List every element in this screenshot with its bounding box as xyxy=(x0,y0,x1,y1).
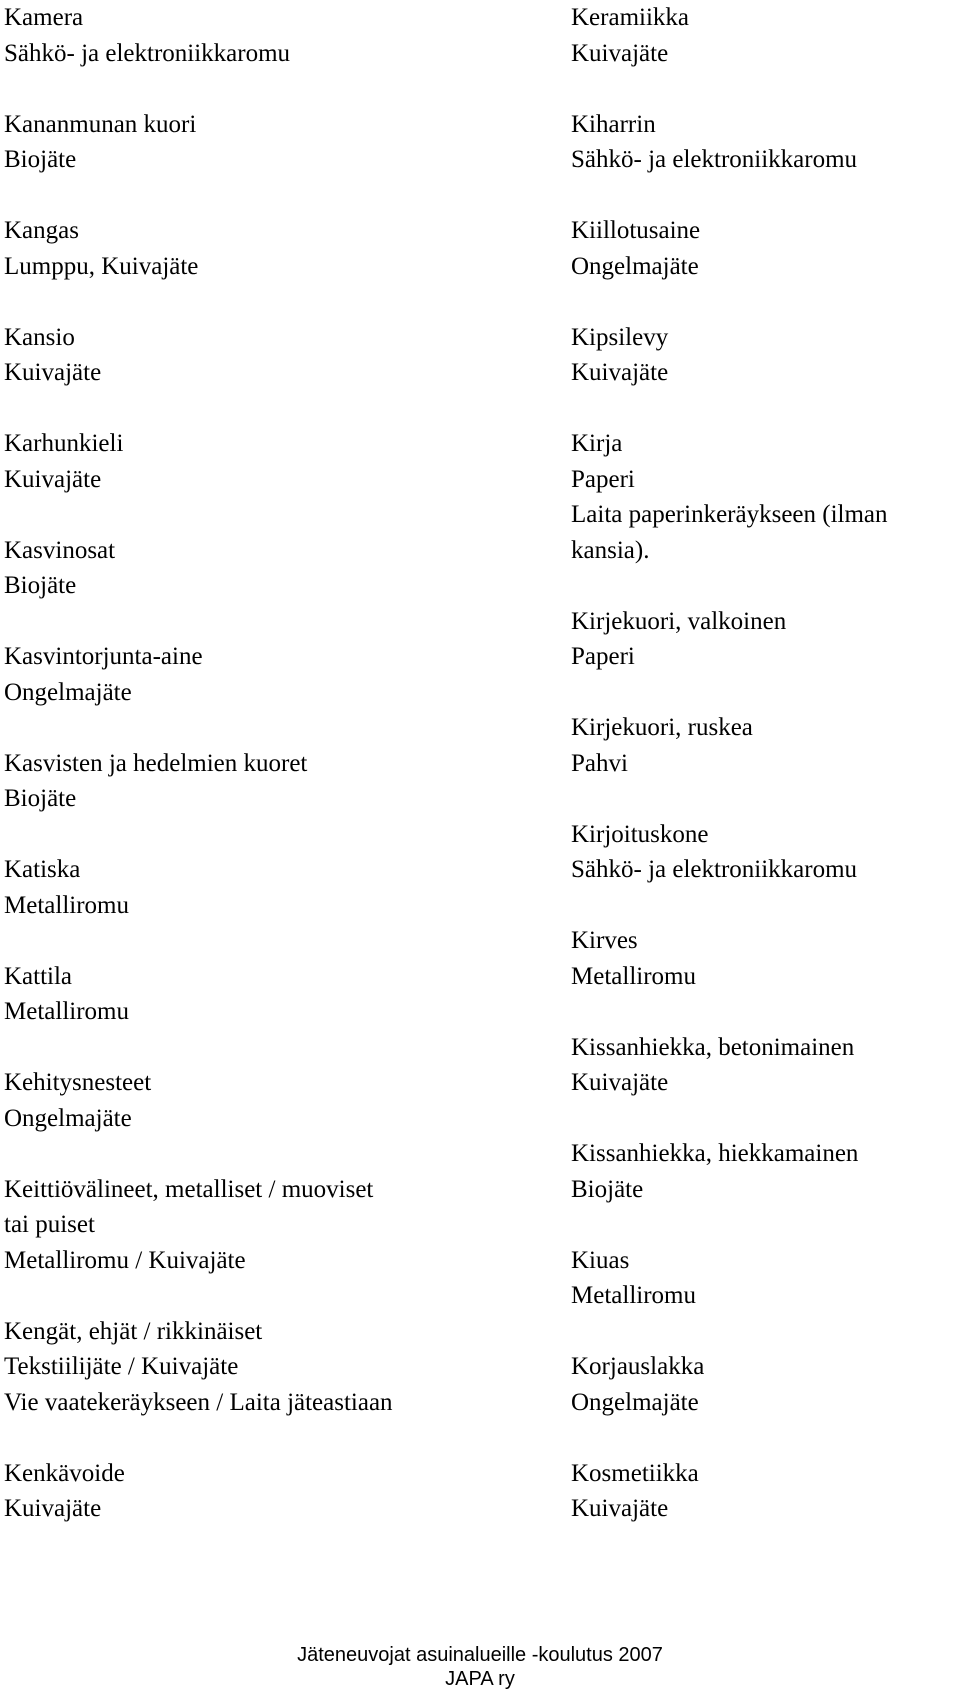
entry-category: Kuivajäte xyxy=(571,359,669,386)
waste-entry xyxy=(571,0,960,71)
page-footer xyxy=(0,1643,960,1691)
entry-item-name: Kirjekuori, ruskea xyxy=(571,714,753,741)
entry-category: Ongelmajäte xyxy=(4,678,132,706)
entry-category: Sähkö- ja elektroniikkaromu xyxy=(4,39,291,67)
entry-category: Sähkö- ja elektroniikkaromu xyxy=(571,856,858,883)
waste-entry xyxy=(4,533,504,604)
entry-item-name: Kirves xyxy=(571,927,638,954)
entry-item-name: Kipsilevy xyxy=(571,323,669,351)
entry-category: Kuivajäte xyxy=(4,465,102,493)
waste-entry xyxy=(571,1349,960,1420)
entry-item-name: Kansio xyxy=(4,323,75,351)
waste-entry xyxy=(571,604,960,675)
entry-item-name: Kissanhiekka, hiekkamainen xyxy=(571,1140,859,1167)
waste-entry xyxy=(571,320,960,391)
entry-item-name: Kiharrin xyxy=(571,110,656,138)
entry-category: Biojäte xyxy=(4,146,77,173)
entry-item-name: Kamera xyxy=(4,4,84,31)
entry-category: Sähkö- ja elektroniikkaromu xyxy=(571,146,858,173)
entry-category: Ongelmajäte xyxy=(571,1388,699,1416)
waste-entry xyxy=(571,1456,960,1527)
waste-entry xyxy=(4,426,504,497)
entry-item-name: Kasvinosat xyxy=(4,536,116,564)
waste-entry xyxy=(4,0,504,71)
waste-entry xyxy=(571,426,960,568)
entry-item-name: Karhunkieli xyxy=(4,430,124,457)
entry-category: Kuivajäte xyxy=(571,39,669,67)
entry-category: Biojäte xyxy=(4,572,77,599)
waste-entry xyxy=(4,107,504,178)
entry-category: tai puiset xyxy=(4,1211,95,1238)
entry-item-name: Kasvisten ja hedelmien kuoret xyxy=(4,749,308,777)
entry-item-name: Kattila xyxy=(4,962,73,990)
entry-category: Kuivajäte xyxy=(571,1495,669,1522)
waste-entry xyxy=(4,746,504,817)
entry-item-name: Keramiikka xyxy=(571,4,690,31)
entry-item-name: Kangas xyxy=(4,217,79,244)
waste-entry xyxy=(4,213,504,284)
entry-item-name: Kasvintorjunta-aine xyxy=(4,643,203,670)
entry-category: Laita paperinkeräykseen (ilman xyxy=(571,501,888,528)
entry-item-name: Kissanhiekka, betonimainen xyxy=(571,1033,855,1061)
entry-item-name: Kananmunan kuori xyxy=(4,110,197,138)
waste-entry xyxy=(571,710,960,781)
waste-entry xyxy=(4,959,504,1030)
entry-item-name: Keittiövälineet, metalliset / muoviset xyxy=(4,1175,374,1203)
entry-category: Metalliromu xyxy=(4,998,129,1025)
entry-category: Pahvi xyxy=(571,749,628,777)
right-column xyxy=(571,0,960,1562)
entry-category: Biojäte xyxy=(4,785,77,812)
waste-entry xyxy=(571,107,960,178)
footer-line-1: Jäteneuvojat asuinalueille -koulutus 2007 xyxy=(297,1644,663,1666)
entry-category: Lumppu, Kuivajäte xyxy=(4,252,199,280)
entry-item-name: Kengät, ehjät / rikkinäiset xyxy=(4,1317,263,1345)
entry-item-name: Kirjekuori, valkoinen xyxy=(571,607,787,635)
entry-category: Biojäte xyxy=(571,1175,644,1203)
waste-entry xyxy=(571,1136,960,1207)
entry-category: Kuivajäte xyxy=(4,359,102,386)
entry-item-name: Kirja xyxy=(571,430,623,457)
waste-entry xyxy=(4,1456,504,1527)
entry-category: Kuivajäte xyxy=(571,1069,669,1096)
entry-category: kansia). xyxy=(571,536,650,564)
waste-entry xyxy=(571,817,960,888)
waste-entry xyxy=(4,1065,504,1136)
entry-category: Paperi xyxy=(571,465,635,493)
footer-line-2: JAPA ry xyxy=(445,1668,515,1690)
entry-category: Ongelmajäte xyxy=(571,252,699,280)
waste-entry xyxy=(571,213,960,284)
entry-item-name: Kiillotusaine xyxy=(571,217,701,244)
waste-entry xyxy=(4,1172,504,1279)
entry-item-name: Kosmetiikka xyxy=(571,1459,699,1487)
entry-category: Metalliromu xyxy=(571,1282,696,1309)
entry-item-name: Korjauslakka xyxy=(571,1353,705,1380)
entry-item-name: Katiska xyxy=(4,856,81,883)
entry-item-name: Kirjoituskone xyxy=(571,820,709,848)
waste-entry xyxy=(571,1243,960,1314)
waste-entry xyxy=(571,1030,960,1101)
entry-category: Vie vaatekeräykseen / Laita jäteastiaan xyxy=(4,1388,393,1416)
waste-entry xyxy=(571,923,960,994)
entry-category: Tekstiilijäte / Kuivajäte xyxy=(4,1353,239,1380)
entry-category: Paperi xyxy=(571,643,635,670)
entry-category: Metalliromu xyxy=(4,891,129,919)
entry-item-name: Kenkävoide xyxy=(4,1459,125,1487)
entry-item-name: Kiuas xyxy=(571,1246,630,1274)
waste-entry xyxy=(4,1314,504,1421)
entry-category: Ongelmajäte xyxy=(4,1104,132,1132)
waste-entry xyxy=(4,320,504,391)
entry-category: Metalliromu xyxy=(571,962,696,990)
entry-item-name: Kehitysnesteet xyxy=(4,1069,152,1096)
left-column xyxy=(4,0,504,1562)
waste-entry xyxy=(4,639,504,710)
entry-category: Metalliromu / Kuivajäte xyxy=(4,1246,246,1274)
entry-category: Kuivajäte xyxy=(4,1495,102,1522)
waste-entry xyxy=(4,852,504,923)
